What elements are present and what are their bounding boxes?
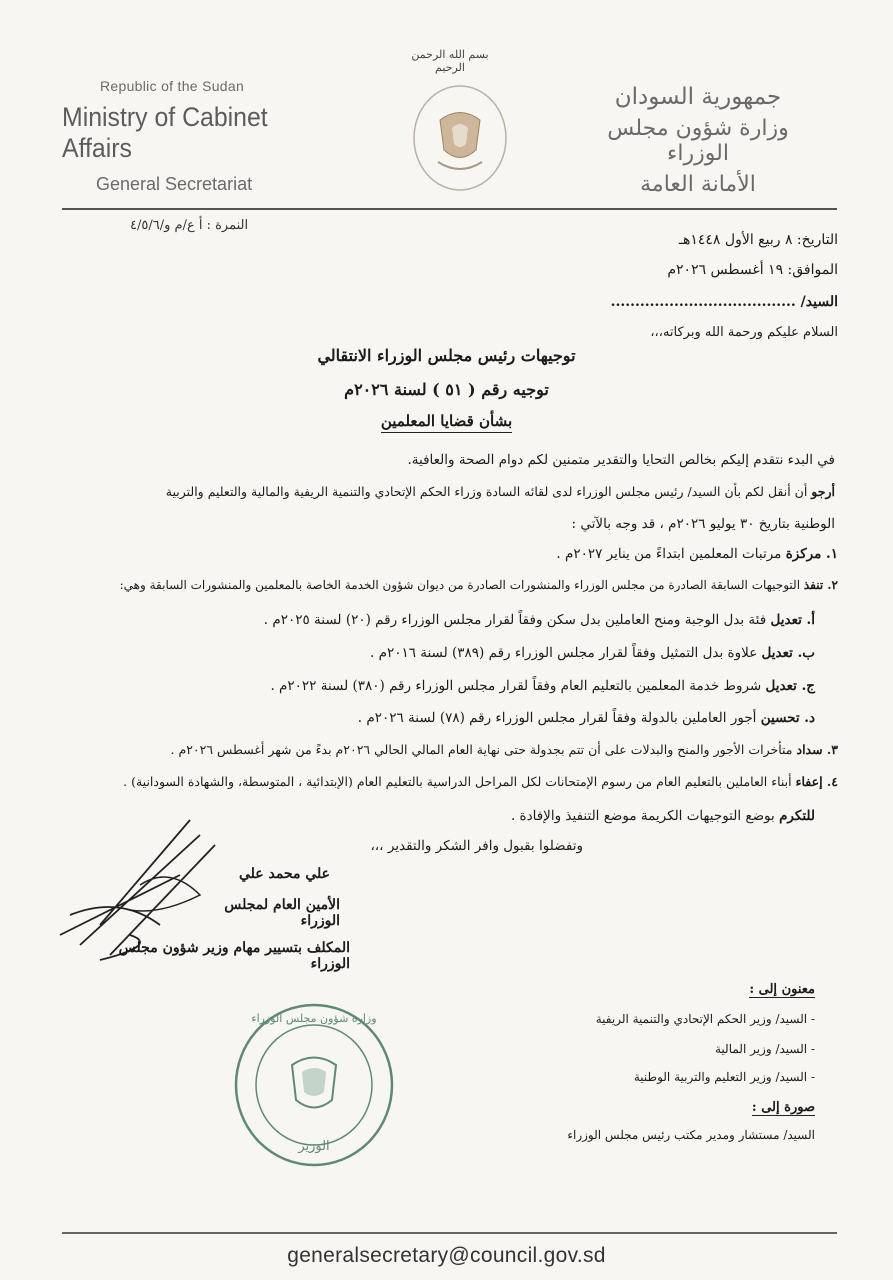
signatory-name: علي محمد علي [238, 866, 330, 882]
list-item: ٤. إعفاء أبناء العاملين بالتعليم العام من رسوم الإمتحانات لكل المراحل الدراسية بالتعليم العام (الإبتدائية ، المتوسطة، والشهادة السودانية) . [123, 774, 838, 789]
cc-heading: معنون إلى : [749, 982, 815, 997]
letterhead-dept-ar: الأمانة العامة [640, 172, 756, 197]
footer-divider [62, 1232, 837, 1234]
stamp-top-text: وزارة شؤون مجلس الوزراء [251, 1012, 377, 1025]
cc-item: - السيد/ وزير المالية [714, 1042, 815, 1056]
list-item: ٣. سداد متأخرات الأجور والمنح والبدلات على أن تتم بجدولة حتى نهاية العام المالي الحالي ٢٠٢٦م بدءً من شهر أغسطس ٢٠٢٦م . [170, 742, 838, 757]
main-paragraph [35, 484, 835, 499]
directive-subject [0, 412, 893, 430]
closing-thanks: وتفضلوا بقبول وافر الشكر والتقدير ،،، [370, 838, 583, 854]
closing-instruction: للتكرم بوضع التوجيهات الكريمة موضع التنفيذ والإفادة . [510, 808, 815, 824]
letterhead-dept-en: General Secretariat [96, 174, 253, 194]
list-item: د. تحسين أجور العاملين بالدولة وفقاً لقرار مجلس الوزراء رقم (٧٨) لسنة ٢٠٢٦م . [357, 710, 815, 726]
directive-title: توجيهات رئيس مجلس الوزراء الانتقالي [317, 346, 576, 365]
basmala: بسم الله الرحمن الرحيم [411, 48, 489, 74]
letterhead-ministry-en: Ministry of Cabinet Affairs [62, 102, 268, 163]
stamp-bottom-text: الوزير [298, 1139, 330, 1154]
letterhead-country-ar: جمهورية السودان [614, 84, 782, 110]
letterhead-ministry-ar: وزارة شؤون مجلس الوزراء [607, 116, 789, 166]
addressee: السيد/ ...................................... [610, 294, 838, 310]
list-item: ب. تعديل علاوة بدل التمثيل وفقاً لقرار مجلس الوزراء رقم (٣٨٩) لسنة ٢٠١٦م . [369, 645, 815, 661]
directive-subject-text: بشأن قضايا المعلمين [381, 412, 512, 433]
cc-item: - السيد/ وزير التعليم والتربية الوطنية [633, 1070, 815, 1084]
signatory-assignment: المكلف بتسيير مهام وزير شؤون مجلس الوزراء [118, 940, 350, 972]
directive-number: توجيه رقم ( ٥١ ) لسنة ٢٠٢٦م [344, 380, 549, 399]
english-letterhead [62, 78, 362, 195]
list-item: ١. مركزة مرتبات المعلمين ابتداءً من يناير ٢٠٢٧م . [556, 546, 838, 562]
cc-item: - السيد/ وزير الحكم الإتحادي والتنمية الريفية [595, 1012, 815, 1026]
intro-paragraph: في البدء نتقدم إليكم بخالص التحايا والتقدير متمنين لكم دوام الصحة والعافية. [407, 452, 835, 468]
header-divider [62, 208, 837, 210]
footer-email: generalsecretary@council.gov.sd [287, 1244, 606, 1267]
sudan-emblem-icon [410, 80, 510, 195]
date-gregorian: الموافق: ١٩ أغسطس ٢٠٢٦م [667, 262, 838, 278]
main-paragraph-text: أن أنقل لكم بأن السيد/ رئيس مجلس الوزراء لدى لقائه السادة وزراء الحكم الإتحادي والتنمية الريفية والمالية والتعليم والتربية [165, 484, 808, 499]
reference-number: النمرة : أ ع/م و/٤/٥/٦ [130, 218, 249, 233]
official-stamp-icon [232, 1000, 397, 1170]
list-item: ج. تعديل شروط خدمة المعلمين بالتعليم العام وفقاً لقرار مجلس الوزراء رقم (٣٨٠) لسنة ٢٠٢٢م . [270, 678, 815, 694]
greeting: السلام عليكم ورحمة الله وبركاته،،، [650, 325, 838, 340]
list-item: ٢. تنفذ التوجيهات السابقة الصادرة من مجلس الوزراء والمنشورات الصادرة من ديوان شؤون الخدمة الخاصة بالمعلمين والمنشورات السابقة وهي: [119, 578, 838, 592]
letterhead-country-en: Republic of the Sudan [100, 78, 245, 94]
arabic-letterhead [583, 84, 813, 197]
copy-item: السيد/ مستشار ومدير مكتب رئيس مجلس الوزراء [567, 1128, 815, 1142]
signatory-title: الأمين العام لمجلس الوزراء [224, 897, 340, 929]
main-paragraph-lead: أرجو [811, 484, 835, 499]
copy-heading: صورة إلى : [751, 1100, 815, 1115]
date-hijri: التاريخ: ٨ ربيع الأول ١٤٤٨هـ [678, 232, 838, 248]
list-item: أ. تعديل فئة بدل الوجبة ومنح العاملين بدل سكن وفقاً لقرار مجلس الوزراء رقم (٢٠) لسنة ٢٠٢٥م . [263, 612, 815, 628]
main-paragraph-cont: الوطنية بتاريخ ٣٠ يوليو ٢٠٢٦م ، قد وجه بالآتي : [571, 516, 835, 532]
